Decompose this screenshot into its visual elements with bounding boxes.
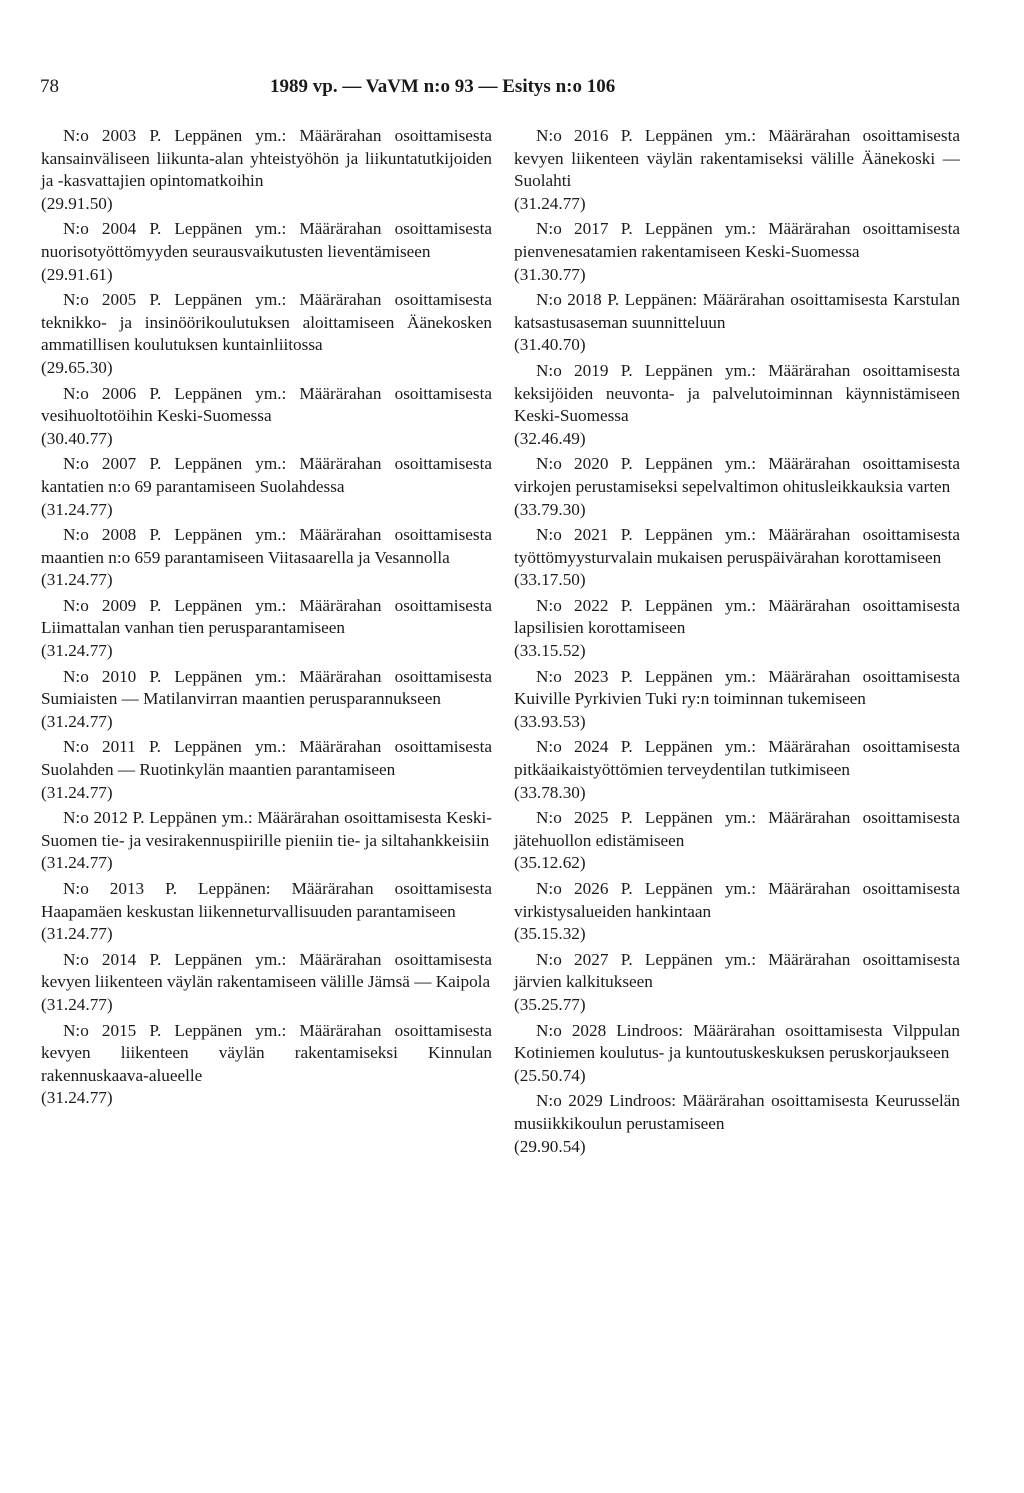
motion-entry: [514, 807, 960, 875]
budget-item-code: (31.24.77): [41, 782, 113, 802]
motion-text: N:o 2013 P. Leppänen: Määrärahan osoittamisesta Haapamäen keskustan liikenneturvallisuuden parantamiseen: [41, 879, 492, 921]
motion-entry: [514, 595, 960, 663]
page-number: 78: [40, 76, 59, 97]
motion-entry: [41, 383, 492, 451]
motion-text: N:o 2009 P. Leppänen ym.: Määrärahan osoittamisesta Liimattalan vanhan tien perusparantamiseen: [41, 595, 492, 638]
motion-text: N:o 2006 P. Leppänen ym.: Määrärahan osoittamisesta vesihuoltotöihin Keski-Suomessa: [41, 383, 492, 426]
motion-text: N:o 2025 P. Leppänen ym.: Määrärahan osoittamisesta jätehuollon edistämiseen: [514, 808, 960, 850]
motion-text: N:o 2012 P. Leppänen ym.: Määrärahan osoittamisesta Keski-Suomen tie- ja vesirakennuspiirille pieniin tie- ja siltahankkeisiin: [41, 808, 492, 850]
budget-item-code: (32.46.49): [514, 428, 586, 448]
budget-item-code: (33.17.50): [514, 570, 586, 590]
motion-entry: [41, 125, 492, 215]
budget-item-code: (29.91.50): [41, 193, 113, 213]
budget-item-code: (29.65.30): [41, 357, 113, 377]
budget-item-code: (31.24.77): [41, 1088, 113, 1108]
budget-item-code: (31.30.77): [514, 264, 586, 284]
budget-item-code: (31.24.77): [41, 641, 113, 661]
motion-text: N:o 2014 P. Leppänen ym.: Määrärahan osoittamisesta kevyen liikenteen väylän rakentamiseen välille Jämsä — Kaipola: [41, 949, 492, 992]
motion-entry: [514, 524, 960, 592]
budget-item-code: (31.40.70): [514, 335, 586, 355]
left-column: [41, 125, 492, 1113]
motion-entry: [514, 949, 960, 1017]
motion-entry: [41, 218, 492, 286]
motion-entry: [514, 666, 960, 734]
motion-text: N:o 2026 P. Leppänen ym.: Määrärahan osoittamisesta virkistysalueiden hankintaan: [514, 879, 960, 921]
motion-entry: [514, 1090, 960, 1158]
motion-text: N:o 2007 P. Leppänen ym.: Määrärahan osoittamisesta kantatien n:o 69 parantamiseen Suolahdessa: [41, 454, 492, 496]
motion-text: N:o 2019 P. Leppänen ym.: Määrärahan osoittamisesta keksijöiden neuvonta- ja palvelutoiminnan käynnistämiseen Keski-Suomessa: [514, 360, 960, 426]
motion-entry: [514, 736, 960, 804]
budget-item-code: (31.24.77): [41, 711, 113, 731]
motion-entry: [41, 1020, 492, 1110]
motion-text: N:o 2020 P. Leppänen ym.: Määrärahan osoittamisesta virkojen perustamiseksi sepelvaltimon ohitusleikkauksia varten: [514, 454, 960, 496]
motion-text: N:o 2010 P. Leppänen ym.: Määrärahan osoittamisesta Sumiaisten — Matilanvirran maantien perusparannukseen: [41, 666, 492, 709]
budget-item-code: (35.25.77): [514, 994, 586, 1014]
motion-text: N:o 2003 P. Leppänen ym.: Määrärahan osoittamisesta kansainväliseen liikunta-alan yhteistyöhön ja liikuntatutkijoiden ja -kasvattajien opintomatkoihin: [41, 126, 492, 191]
budget-item-code: (33.79.30): [514, 499, 586, 519]
motion-entry: [514, 360, 960, 450]
budget-item-code: (29.91.61): [41, 264, 113, 284]
motion-text: N:o 2024 P. Leppänen ym.: Määrärahan osoittamisesta pitkäaikaistyöttömien terveydentilan tutkimiseen: [514, 737, 960, 780]
budget-item-code: (35.15.32): [514, 924, 586, 944]
motion-entry: [41, 289, 492, 379]
motion-text: N:o 2023 P. Leppänen ym.: Määrärahan osoittamisesta Kuiville Pyrkivien Tuki ry:n toiminnan tukemiseen: [514, 666, 960, 709]
budget-item-code: (31.24.77): [41, 994, 113, 1014]
motion-text: N:o 2018 P. Leppänen: Määrärahan osoittamisesta Karstulan katsastusaseman suunnitteluun: [514, 290, 960, 332]
motion-entry: [41, 453, 492, 521]
motion-text: N:o 2021 P. Leppänen ym.: Määrärahan osoittamisesta työttömyysturvalain mukaisen peruspäivärahan korottamiseen: [514, 525, 960, 567]
motion-text: N:o 2004 P. Leppänen ym.: Määrärahan osoittamisesta nuorisotyöttömyyden seurausvaikutusten lieventämiseen: [41, 219, 492, 261]
budget-item-code: (31.24.77): [41, 853, 113, 873]
motion-text: N:o 2008 P. Leppänen ym.: Määrärahan osoittamisesta maantien n:o 659 parantamiseen Viitasaarella ja Vesannolla: [41, 525, 492, 567]
budget-item-code: (25.50.74): [514, 1065, 586, 1085]
motion-entry: [514, 453, 960, 521]
budget-item-code: (33.15.52): [514, 641, 586, 661]
motion-entry: [514, 125, 960, 215]
motion-text: N:o 2015 P. Leppänen ym.: Määrärahan osoittamisesta kevyen liikenteen väylän rakentamiseksi Kinnulan rakennuskaava-alueelle: [41, 1020, 492, 1085]
budget-item-code: (35.12.62): [514, 853, 586, 873]
motion-entry: [514, 1020, 960, 1088]
motion-entry: [41, 807, 492, 875]
running-title: 1989 vp. — VaVM n:o 93 — Esitys n:o 106: [270, 76, 616, 97]
motion-entry: [41, 878, 492, 946]
motion-entry: [514, 218, 960, 286]
budget-item-code: (31.24.77): [41, 570, 113, 590]
motion-text: N:o 2028 Lindroos: Määrärahan osoittamisesta Vilppulan Kotiniemen koulutus- ja kuntoutuskeskuksen peruskorjaukseen: [514, 1020, 960, 1063]
budget-item-code: (33.93.53): [514, 711, 586, 731]
motion-text: N:o 2016 P. Leppänen ym.: Määrärahan osoittamisesta kevyen liikenteen väylän rakentamiseksi välille Äänekoski — Suolahti: [514, 126, 960, 191]
budget-item-code: (29.90.54): [514, 1136, 586, 1156]
right-column: [514, 125, 960, 1161]
motion-text: N:o 2022 P. Leppänen ym.: Määrärahan osoittamisesta lapsilisien korottamiseen: [514, 595, 960, 638]
motion-text: N:o 2011 P. Leppänen ym.: Määrärahan osoittamisesta Suolahden — Ruotinkylän maantien parantamiseen: [41, 737, 492, 780]
motion-entry: [41, 949, 492, 1017]
page-header: [0, 72, 1024, 102]
motion-text: N:o 2027 P. Leppänen ym.: Määrärahan osoittamisesta järvien kalkitukseen: [514, 949, 960, 992]
motion-entry: [41, 595, 492, 663]
motion-entry: [514, 289, 960, 357]
budget-item-code: (30.40.77): [41, 428, 113, 448]
motion-entry: [41, 524, 492, 592]
budget-item-code: (33.78.30): [514, 782, 586, 802]
motion-entry: [41, 736, 492, 804]
motion-text: N:o 2029 Lindroos: Määrärahan osoittamisesta Keurusselän musiikkikoulun perustamiseen: [514, 1091, 960, 1133]
budget-item-code: (31.24.77): [514, 193, 586, 213]
budget-item-code: (31.24.77): [41, 499, 113, 519]
budget-item-code: (31.24.77): [41, 924, 113, 944]
motion-entry: [514, 878, 960, 946]
motion-text: N:o 2017 P. Leppänen ym.: Määrärahan osoittamisesta pienvenesatamien rakentamiseen Keski-Suomessa: [514, 219, 960, 261]
motion-text: N:o 2005 P. Leppänen ym.: Määrärahan osoittamisesta teknikko- ja insinöörikoulutuksen aloittamiseen Äänekosken ammatillisen koulutuksen kuntainliitossa: [41, 290, 492, 355]
motion-entry: [41, 666, 492, 734]
